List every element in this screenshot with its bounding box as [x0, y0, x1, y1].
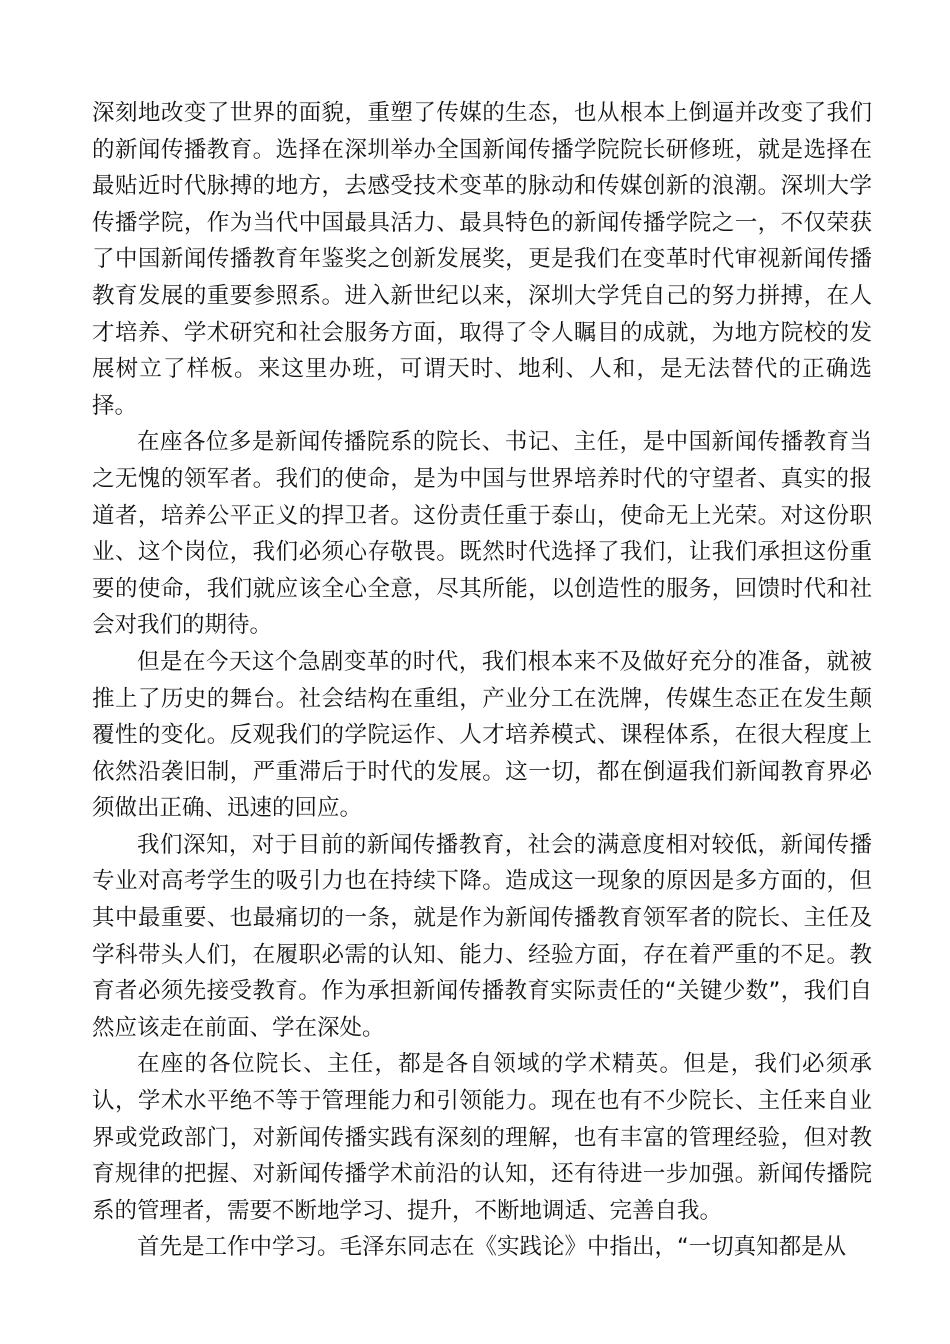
paragraph-3: 但是在今天这个急剧变革的时代，我们根本来不及做好充分的准备，就被推上了历史的舞台。社会结构在重组，产业分工在洗牌，传媒生态正在发生颠覆性的变化。反观我们的学院运作、人才培养模式、课程体系，在很大程度上依然沿袭旧制，严重滞后于时代的发展。这一切，都在倒逼我们新闻教育界必须做出正确、迅速的回应。	[92, 648, 872, 822]
paragraph-6: 首先是工作中学习。毛泽东同志在《实践论》中指出，“一切真知都是从	[137, 1234, 847, 1261]
paragraph-4: 我们深知，对于目前的新闻传播教育，社会的满意度相对较低，新闻传播专业对高考学生的吸引力也在持续下降。造成这一现象的原因是多方面的，但其中最重要、也最痛切的一条，就是作为新闻传播教育领军者的院长、主任及学科带头人们，在履职必需的认知、能力、经验方面，存在着严重的不足。教育者必须先接受教育。作为承担新闻传播教育实际责任的“关键少数”，我们自然应该走在前面、学在深处。	[92, 831, 872, 1041]
paragraph-1: 深刻地改变了世界的面貌，重塑了传媒的生态，也从根本上倒逼并改变了我们的新闻传播教育。选择在深圳举办全国新闻传播学院院长研修班，就是选择在最贴近时代脉搏的地方，去感受技术变革的脉动和传媒创新的浪潮。深圳大学传播学院，作为当代中国最具活力、最具特色的新闻传播学院之一，不仅荣获了中国新闻传播教育年鉴奖之创新发展奖，更是我们在变革时代审视新闻传播教育发展的重要参照系。进入新世纪以来，深圳大学凭自己的努力拼搏，在人才培养、学术研究和社会服务方面，取得了令人瞩目的成就，为地方院校的发展树立了样板。来这里办班，可谓天时、地利、人和，是无法替代的正确选择。	[92, 100, 872, 419]
body-text	[92, 95, 872, 1266]
paragraph-2: 在座各位多是新闻传播院系的院长、书记、主任，是中国新闻传播教育当之无愧的领军者。我们的使命，是为中国与世界培养时代的守望者、真实的报道者，培养公平正义的捍卫者。这份责任重于泰山，使命无上光荣。对这份职业、这个岗位，我们必须心存敬畏。既然时代选择了我们，让我们承担这份重要的使命，我们就应该全心全意，尽其所能，以创造性的服务，回馈时代和社会对我们的期待。	[92, 429, 872, 639]
paragraph-5: 在座的各位院长、主任，都是各自领域的学术精英。但是，我们必须承认，学术水平绝不等于管理能力和引领能力。现在也有不少院长、主任来自业界或党政部门，对新闻传播实践有深刻的理解，也有丰富的管理经验，但对教育规律的把握、对新闻传播学术前沿的认知，还有待进一步加强。新闻传播院系的管理者，需要不断地学习、提升，不断地调适、完善自我。	[92, 1051, 872, 1224]
